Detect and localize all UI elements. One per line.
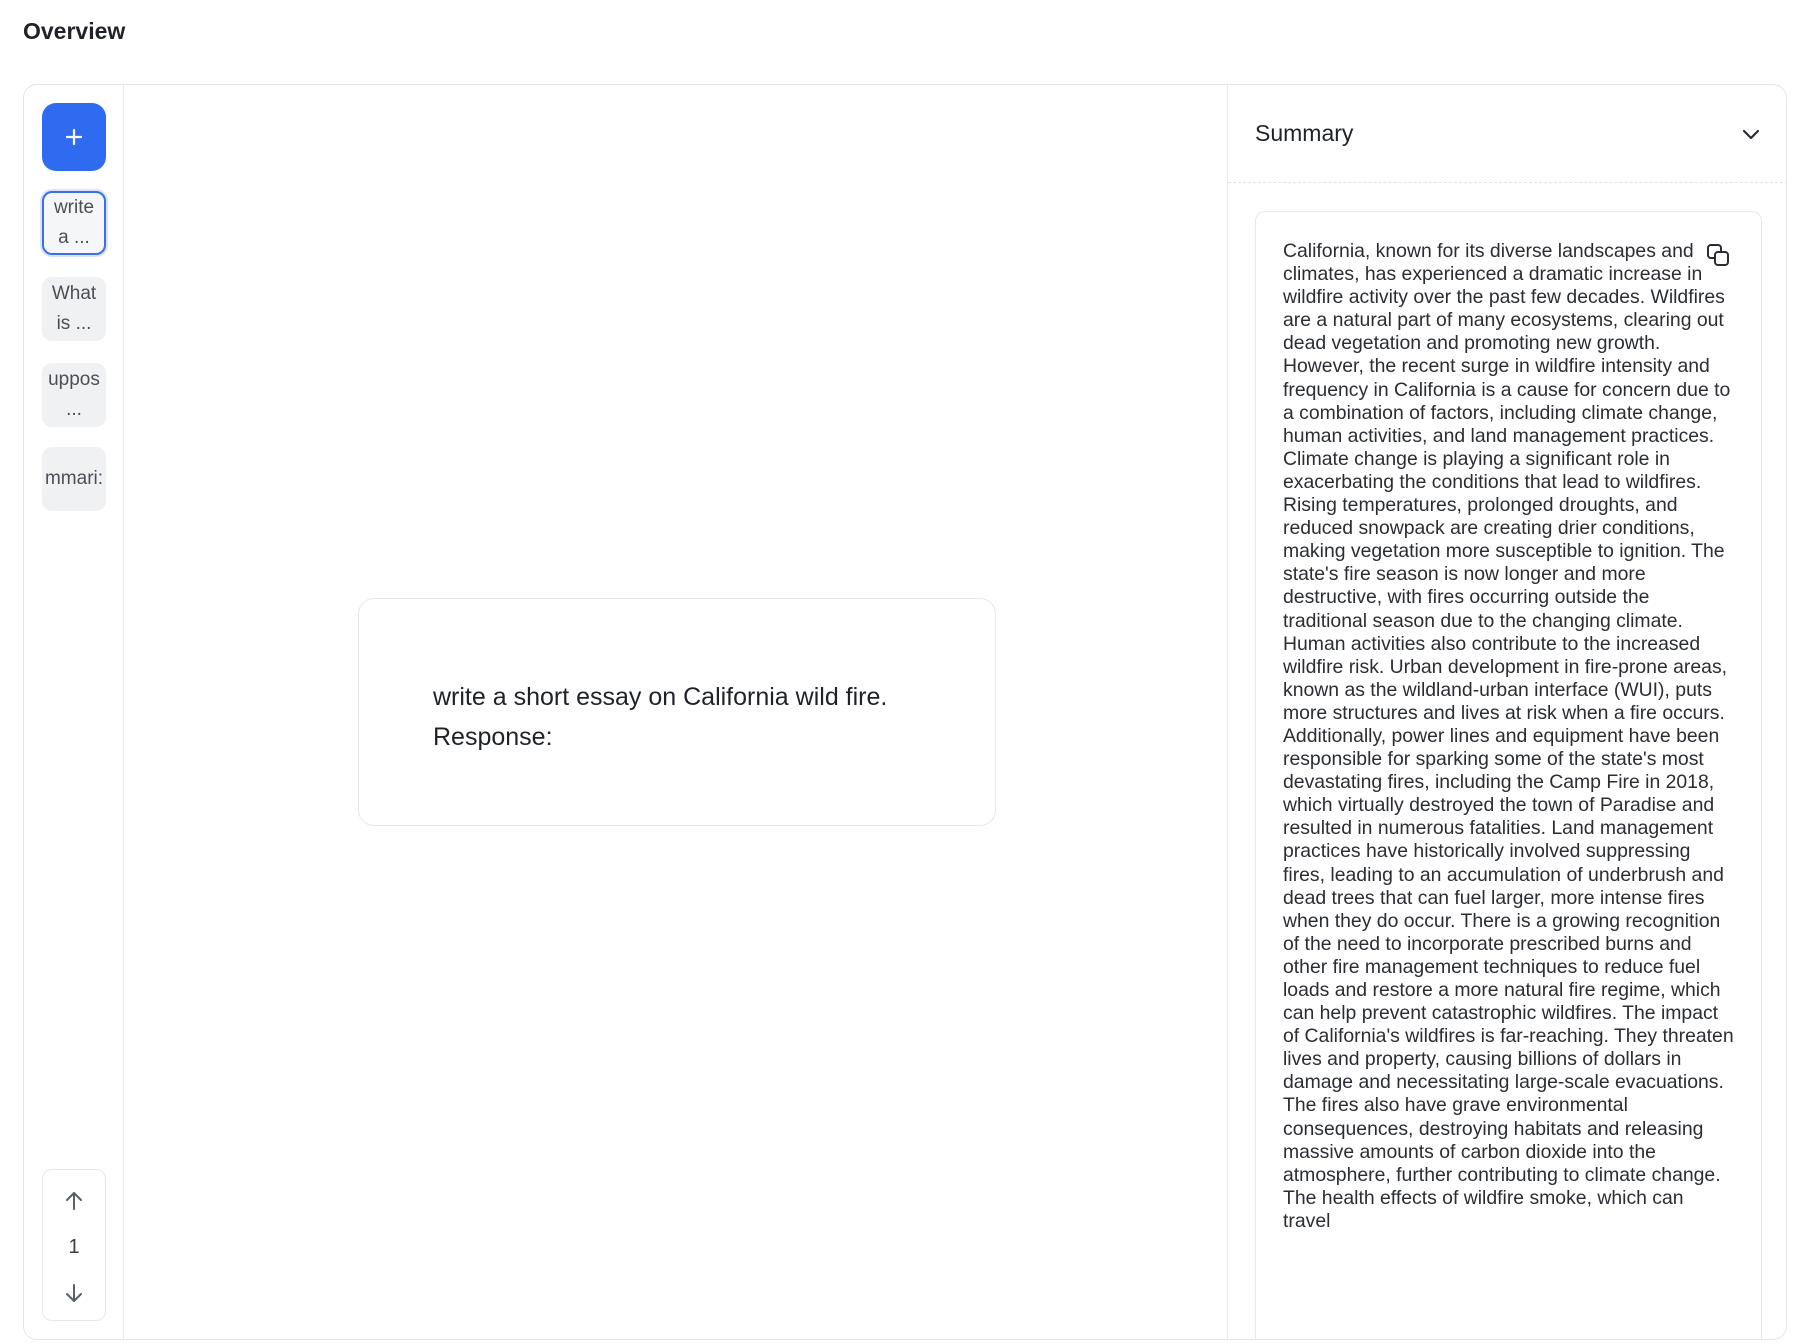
copy-icon[interactable] [1703, 240, 1733, 270]
history-item-label: What [51, 283, 97, 304]
page-title: Overview [23, 18, 126, 44]
new-prompt-button[interactable] [42, 103, 106, 171]
history-item-label: uppos [48, 369, 100, 390]
arrow-up-icon[interactable] [61, 1188, 87, 1214]
prompt-area [125, 85, 1227, 1339]
plus-icon [64, 127, 84, 147]
history-item-2[interactable] [42, 277, 106, 341]
chevron-down-icon[interactable] [1738, 121, 1764, 147]
history-item-label: write [53, 197, 95, 218]
history-item-3[interactable] [42, 363, 106, 427]
arrow-down-icon[interactable] [61, 1280, 87, 1306]
workspace-frame [23, 84, 1787, 1340]
prompt-card[interactable] [358, 598, 996, 826]
summary-card [1255, 211, 1762, 1340]
history-item-label: a ... [58, 227, 90, 248]
history-rail [24, 85, 124, 1339]
prompt-text: write a short essay on California wild fire. [433, 683, 888, 711]
history-item-label: is ... [56, 313, 92, 334]
summary-text: California, known for its diverse landscapes and climates, has experienced a dramatic increase in wildfire activity over the past few decades. Wildfires are a natural part of many ecosystems, clearing out dead vegetation and promoting new growth. However, the recent surge in wildfire intensity and frequency in California is a cause for concern due to a combination of factors, including climate change, human activities, and land management practices. Climate change is playing a significant role in exacerbating the conditions that lead to wildfires. Rising temperatures, prolonged droughts, and reduced snowpack are creating drier conditions, making vegetation more susceptible to ignition. The state's fire season is now longer and more destructive, with fires occurring outside the traditional season due to the changing climate. Human activities also contribute to the increased wildfire risk. Urban development in fire-prone areas, known as the wildland-urban interface (WUI), puts more structures and lives at risk when a fire occurs. Additionally, power lines and equipment have been responsible for sparking some of the state's most devastating fires, including the Camp Fire in 2018, which virtually destroyed the town of Paradise and resulted in numerous fatalities. Land management practices have historically involved suppressing fires, leading to an accumulation of underbrush and dead trees that can fuel larger, more intense fires when they do occur. There is a growing recognition of the need to incorporate prescribed burns and other fire management techniques to reduce fuel loads and restore a more natural fire regime, which can help prevent catastrophic wildfires. The impact of California's wildfires is far-reaching. They threaten lives and property, causing billions of dollars in damage and necessitating large-scale evacuations. The fires also have grave environmental consequences, destroying habitats and releasing massive amounts of carbon dioxide into the atmosphere, further contributing to climate change. The health effects of wildfire smoke, which can travel [1283, 240, 1734, 1232]
summary-title: Summary [1255, 120, 1354, 146]
history-item-4[interactable] [42, 447, 106, 511]
history-item-1[interactable] [42, 191, 106, 255]
response-label: Response: [433, 723, 553, 751]
history-item-label: ... [66, 399, 82, 420]
summary-panel [1227, 85, 1787, 1339]
page-number: 1 [68, 1235, 80, 1258]
history-item-label: mmari: [44, 468, 104, 489]
summary-header[interactable] [1228, 85, 1787, 183]
pager [42, 1169, 106, 1321]
